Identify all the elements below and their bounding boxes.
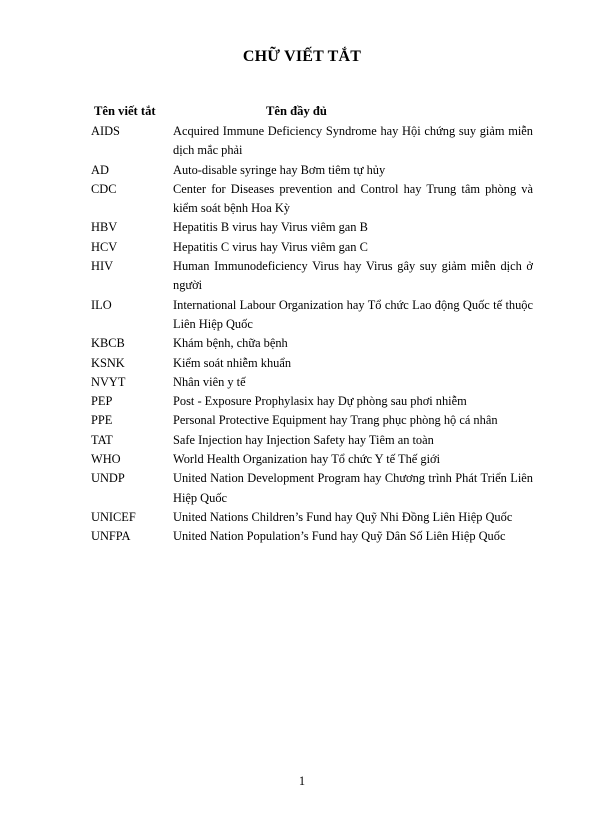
table-row xyxy=(91,161,533,180)
table-row xyxy=(91,334,533,353)
header-full-name: Tên đầy đủ xyxy=(266,104,327,118)
abbreviation: WHO xyxy=(91,452,121,467)
full-name: Nhân viên y tế xyxy=(173,374,246,389)
table-row xyxy=(91,411,533,430)
header-abbreviation: Tên viết tắt xyxy=(94,104,156,118)
full-name: Hepatitis C virus hay Virus viêm gan C xyxy=(173,239,368,254)
abbreviation: AIDS xyxy=(91,124,120,138)
table-row xyxy=(91,218,533,237)
full-name: International Labour Organization hay Tổ chức Lao động Quốc tế thuộc Liên Hiệp Quốc xyxy=(173,297,533,331)
full-name: Auto-disable syringe hay Bơm tiêm tự hủy xyxy=(173,162,386,177)
full-name: Post - Exposure Prophylasix hay Dự phòng sau phơi nhiễm xyxy=(173,394,467,409)
full-name: World Health Organization hay Tổ chức Y tế Thế giới xyxy=(173,452,441,467)
table-row xyxy=(91,527,533,546)
abbreviation: PPE xyxy=(91,413,113,428)
table-row xyxy=(91,180,533,219)
abbreviation: AD xyxy=(91,162,109,177)
abbreviation: HBV xyxy=(91,220,118,235)
table-row xyxy=(91,469,533,508)
abbreviation: PEP xyxy=(91,394,113,409)
page-title: CHỮ VIẾT TẮT xyxy=(242,48,362,65)
table-row xyxy=(91,296,533,335)
abbreviation: ILO xyxy=(91,297,112,312)
table-row xyxy=(91,373,533,392)
abbreviation-table xyxy=(91,101,533,547)
abbreviation: UNDP xyxy=(91,471,125,486)
table-row xyxy=(91,122,533,161)
table-header xyxy=(91,101,533,122)
full-name: Khám bệnh, chữa bệnh xyxy=(173,336,288,351)
abbreviation: NVYT xyxy=(91,374,126,389)
abbreviation: KBCB xyxy=(91,336,125,351)
table-row xyxy=(91,392,533,411)
abbreviation: UNICEF xyxy=(91,509,136,524)
full-name: Human Immunodeficiency Virus hay Virus gây suy giảm miễn dịch ở người xyxy=(173,259,533,293)
full-name: Kiểm soát nhiễm khuẩn xyxy=(173,355,292,370)
table-row xyxy=(91,354,533,373)
abbreviation: HIV xyxy=(91,259,114,274)
full-name: Center for Diseases prevention and Control hay Trung tâm phòng và kiểm soát bệnh Hoa Kỳ xyxy=(173,181,533,216)
full-name: Hepatitis B virus hay Virus viêm gan B xyxy=(173,220,368,235)
page-number: 1 xyxy=(298,774,306,788)
full-name: United Nation Development Program hay Chương trình Phát Triển Liên Hiệp Quốc xyxy=(173,471,533,505)
abbreviation: UNFPA xyxy=(91,529,131,544)
full-name: United Nation Population’s Fund hay Quỹ Dân Số Liên Hiệp Quốc xyxy=(173,529,506,544)
table-row xyxy=(91,238,533,257)
full-name: Safe Injection hay Injection Safety hay Tiêm an toàn xyxy=(173,432,434,447)
full-name: United Nations Children’s Fund hay Quỹ Nhi Đồng Liên Hiệp Quốc xyxy=(173,509,513,524)
full-name: Personal Protective Equipment hay Trang phục phòng hộ cá nhân xyxy=(173,413,498,428)
abbreviation: CDC xyxy=(91,181,117,196)
abbreviation: HCV xyxy=(91,239,118,254)
full-name: Acquired Immune Deficiency Syndrome hay Hội chứng suy giảm miễn dịch mắc phải xyxy=(173,124,533,158)
table-row xyxy=(91,508,533,527)
abbreviation: TAT xyxy=(91,432,113,447)
table-row xyxy=(91,450,533,469)
abbreviation: KSNK xyxy=(91,355,125,370)
table-row xyxy=(91,431,533,450)
table-row xyxy=(91,257,533,296)
